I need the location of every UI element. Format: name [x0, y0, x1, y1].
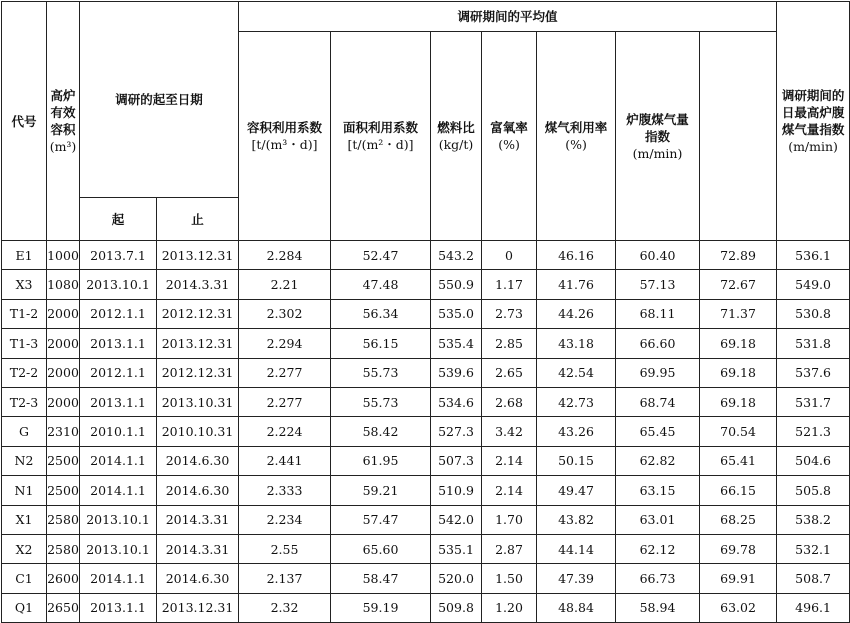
header-fuel-ratio: 燃料比 (kg/t): [431, 32, 482, 241]
cell-gas-utilization: 48.84: [537, 593, 616, 622]
cell-end-date: 2013.10.31: [157, 387, 239, 416]
cell-area-util: 47.48: [331, 270, 431, 299]
table-row: [2, 358, 850, 387]
cell-end-date: 2013.12.31: [157, 329, 239, 358]
cell-area-util: 52.47: [331, 241, 431, 270]
cell-end-date: 2013.12.31: [157, 593, 239, 622]
cell-start-date: 2012.1.1: [80, 299, 157, 328]
cell-area-util: 55.73: [331, 387, 431, 416]
cell-max-bosh-gas: 69.18: [700, 358, 777, 387]
cell-start-date: 2013.1.1: [80, 329, 157, 358]
cell-area-util: 61.95: [331, 446, 431, 475]
cell-max-bosh-gas: 69.18: [700, 387, 777, 416]
cell-code: N2: [2, 446, 47, 475]
cell-area-util: 65.60: [331, 534, 431, 563]
cell-code: E1: [2, 241, 47, 270]
header-bosh-gas-index: 炉腹煤气量 指数 (m/min): [616, 32, 700, 241]
table-row: [2, 593, 850, 622]
cell-oxygen-rate: 1.50: [482, 564, 537, 593]
cell-regression-fuel-ratio: 536.1: [777, 241, 850, 270]
header-period-start: 起: [80, 198, 157, 241]
cell-volume: 2000: [47, 299, 80, 328]
cell-bosh-gas-index: 65.45: [616, 417, 700, 446]
table-row: [2, 564, 850, 593]
cell-volume: 2500: [47, 446, 80, 475]
header-code: 代号: [2, 2, 47, 241]
cell-volume-util: 2.234: [239, 505, 331, 534]
cell-gas-utilization: 46.16: [537, 241, 616, 270]
cell-gas-utilization: 42.54: [537, 358, 616, 387]
cell-volume-util: 2.302: [239, 299, 331, 328]
cell-oxygen-rate: 1.70: [482, 505, 537, 534]
header-volume: 高炉 有效 容积 (m³): [47, 2, 80, 241]
cell-regression-fuel-ratio: 521.3: [777, 417, 850, 446]
cell-end-date: 2014.6.30: [157, 446, 239, 475]
table-row: [2, 270, 850, 299]
header-oxygen-rate: 富氧率 (%): [482, 32, 537, 241]
cell-volume-util: 2.277: [239, 358, 331, 387]
cell-gas-utilization: 43.18: [537, 329, 616, 358]
cell-max-bosh-gas: 69.18: [700, 329, 777, 358]
cell-code: X3: [2, 270, 47, 299]
cell-volume: 2500: [47, 476, 80, 505]
cell-start-date: 2013.10.1: [80, 270, 157, 299]
cell-start-date: 2014.1.1: [80, 564, 157, 593]
cell-gas-utilization: 50.15: [537, 446, 616, 475]
header-max-bosh-gas: 调研期间的 日最高炉腹 煤气量指数 (m/min): [777, 2, 850, 241]
cell-max-bosh-gas: 72.89: [700, 241, 777, 270]
cell-start-date: 2013.7.1: [80, 241, 157, 270]
cell-start-date: 2013.1.1: [80, 387, 157, 416]
cell-gas-utilization: 44.26: [537, 299, 616, 328]
cell-volume-util: 2.277: [239, 387, 331, 416]
cell-regression-fuel-ratio: 537.6: [777, 358, 850, 387]
cell-end-date: 2010.10.31: [157, 417, 239, 446]
cell-regression-fuel-ratio: 538.2: [777, 505, 850, 534]
cell-fuel-ratio: 509.8: [431, 593, 482, 622]
cell-fuel-ratio: 543.2: [431, 241, 482, 270]
table-row: [2, 299, 850, 328]
cell-code: G: [2, 417, 47, 446]
cell-volume: 2580: [47, 534, 80, 563]
cell-fuel-ratio: 539.6: [431, 358, 482, 387]
cell-gas-utilization: 41.76: [537, 270, 616, 299]
cell-max-bosh-gas: 68.25: [700, 505, 777, 534]
cell-max-bosh-gas: 70.54: [700, 417, 777, 446]
cell-volume: 2000: [47, 329, 80, 358]
header-period-end: 止: [157, 198, 239, 241]
cell-oxygen-rate: 1.20: [482, 593, 537, 622]
header-area-util: 面积利用系数 [t/(m²・d)]: [331, 32, 431, 241]
cell-oxygen-rate: 2.85: [482, 329, 537, 358]
cell-gas-utilization: 44.14: [537, 534, 616, 563]
table-body: [2, 241, 850, 623]
cell-gas-utilization: 43.26: [537, 417, 616, 446]
cell-volume-util: 2.224: [239, 417, 331, 446]
cell-fuel-ratio: 535.1: [431, 534, 482, 563]
cell-start-date: 2014.1.1: [80, 446, 157, 475]
cell-bosh-gas-index: 63.01: [616, 505, 700, 534]
cell-regression-fuel-ratio: 505.8: [777, 476, 850, 505]
cell-start-date: 2013.1.1: [80, 593, 157, 622]
cell-fuel-ratio: 550.9: [431, 270, 482, 299]
cell-volume: 1000: [47, 241, 80, 270]
cell-fuel-ratio: 542.0: [431, 505, 482, 534]
cell-regression-fuel-ratio: 496.1: [777, 593, 850, 622]
cell-volume-util: 2.333: [239, 476, 331, 505]
cell-end-date: 2013.12.31: [157, 241, 239, 270]
cell-oxygen-rate: 2.14: [482, 476, 537, 505]
cell-start-date: 2012.1.1: [80, 358, 157, 387]
cell-regression-fuel-ratio: 532.1: [777, 534, 850, 563]
cell-regression-fuel-ratio: 549.0: [777, 270, 850, 299]
table-row: [2, 505, 850, 534]
cell-regression-fuel-ratio: 531.7: [777, 387, 850, 416]
cell-bosh-gas-index: 60.40: [616, 241, 700, 270]
cell-gas-utilization: 42.73: [537, 387, 616, 416]
cell-end-date: 2014.6.30: [157, 564, 239, 593]
cell-area-util: 57.47: [331, 505, 431, 534]
cell-area-util: 59.21: [331, 476, 431, 505]
cell-area-util: 55.73: [331, 358, 431, 387]
cell-regression-fuel-ratio: 530.8: [777, 299, 850, 328]
cell-volume-util: 2.21: [239, 270, 331, 299]
cell-area-util: 58.42: [331, 417, 431, 446]
header-gas-utilization: 煤气利用率 (%): [537, 32, 616, 241]
cell-area-util: 58.47: [331, 564, 431, 593]
cell-fuel-ratio: 520.0: [431, 564, 482, 593]
cell-gas-utilization: 49.47: [537, 476, 616, 505]
cell-start-date: 2013.10.1: [80, 505, 157, 534]
cell-volume: 2310: [47, 417, 80, 446]
cell-end-date: 2014.3.31: [157, 505, 239, 534]
cell-volume-util: 2.55: [239, 534, 331, 563]
cell-volume: 2000: [47, 358, 80, 387]
cell-code: T2-3: [2, 387, 47, 416]
cell-start-date: 2013.10.1: [80, 534, 157, 563]
table-row: [2, 329, 850, 358]
cell-end-date: 2014.3.31: [157, 534, 239, 563]
cell-code: N1: [2, 476, 47, 505]
cell-area-util: 56.15: [331, 329, 431, 358]
cell-end-date: 2012.12.31: [157, 358, 239, 387]
cell-volume-util: 2.441: [239, 446, 331, 475]
cell-fuel-ratio: 510.9: [431, 476, 482, 505]
table-row: [2, 417, 850, 446]
cell-end-date: 2012.12.31: [157, 299, 239, 328]
cell-end-date: 2014.6.30: [157, 476, 239, 505]
cell-code: Q1: [2, 593, 47, 622]
cell-volume-util: 2.294: [239, 329, 331, 358]
cell-gas-utilization: 43.82: [537, 505, 616, 534]
cell-bosh-gas-index: 66.60: [616, 329, 700, 358]
cell-bosh-gas-index: 66.73: [616, 564, 700, 593]
cell-volume-util: 2.284: [239, 241, 331, 270]
table-row: [2, 476, 850, 505]
blast-furnace-survey-table: [1, 1, 850, 623]
cell-oxygen-rate: 2.14: [482, 446, 537, 475]
cell-code: T1-3: [2, 329, 47, 358]
cell-code: C1: [2, 564, 47, 593]
cell-volume: 2650: [47, 593, 80, 622]
cell-fuel-ratio: 527.3: [431, 417, 482, 446]
cell-fuel-ratio: 535.4: [431, 329, 482, 358]
cell-end-date: 2014.3.31: [157, 270, 239, 299]
cell-regression-fuel-ratio: 508.7: [777, 564, 850, 593]
table-row: [2, 446, 850, 475]
cell-bosh-gas-index: 62.82: [616, 446, 700, 475]
header-period: 调研的起至日期: [80, 2, 239, 198]
cell-volume: 2600: [47, 564, 80, 593]
header-volume-util: 容积利用系数 [t/(m³・d)]: [239, 32, 331, 241]
cell-bosh-gas-index: 68.11: [616, 299, 700, 328]
cell-bosh-gas-index: 68.74: [616, 387, 700, 416]
cell-volume-util: 2.137: [239, 564, 331, 593]
cell-start-date: 2014.1.1: [80, 476, 157, 505]
cell-code: X1: [2, 505, 47, 534]
cell-fuel-ratio: 534.6: [431, 387, 482, 416]
cell-oxygen-rate: 0: [482, 241, 537, 270]
cell-regression-fuel-ratio: 504.6: [777, 446, 850, 475]
cell-oxygen-rate: 1.17: [482, 270, 537, 299]
table-row: [2, 241, 850, 270]
cell-volume: 1080: [47, 270, 80, 299]
cell-oxygen-rate: 2.65: [482, 358, 537, 387]
cell-bosh-gas-index: 58.94: [616, 593, 700, 622]
cell-max-bosh-gas: 69.78: [700, 534, 777, 563]
cell-oxygen-rate: 3.42: [482, 417, 537, 446]
header-averages: 调研期间的平均值: [239, 2, 777, 32]
cell-bosh-gas-index: 69.95: [616, 358, 700, 387]
cell-oxygen-rate: 2.87: [482, 534, 537, 563]
cell-area-util: 59.19: [331, 593, 431, 622]
cell-bosh-gas-index: 63.15: [616, 476, 700, 505]
cell-area-util: 56.34: [331, 299, 431, 328]
cell-bosh-gas-index: 62.12: [616, 534, 700, 563]
table-row: [2, 387, 850, 416]
cell-code: T1-2: [2, 299, 47, 328]
cell-fuel-ratio: 507.3: [431, 446, 482, 475]
cell-volume: 2000: [47, 387, 80, 416]
cell-max-bosh-gas: 65.41: [700, 446, 777, 475]
cell-regression-fuel-ratio: 531.8: [777, 329, 850, 358]
cell-volume: 2580: [47, 505, 80, 534]
cell-oxygen-rate: 2.68: [482, 387, 537, 416]
cell-max-bosh-gas: 66.15: [700, 476, 777, 505]
cell-bosh-gas-index: 57.13: [616, 270, 700, 299]
cell-max-bosh-gas: 71.37: [700, 299, 777, 328]
cell-volume-util: 2.32: [239, 593, 331, 622]
cell-max-bosh-gas: 72.67: [700, 270, 777, 299]
cell-fuel-ratio: 535.0: [431, 299, 482, 328]
cell-max-bosh-gas: 69.91: [700, 564, 777, 593]
cell-gas-utilization: 47.39: [537, 564, 616, 593]
cell-max-bosh-gas: 63.02: [700, 593, 777, 622]
table-row: [2, 534, 850, 563]
cell-start-date: 2010.1.1: [80, 417, 157, 446]
cell-code: X2: [2, 534, 47, 563]
cell-oxygen-rate: 2.73: [482, 299, 537, 328]
cell-code: T2-2: [2, 358, 47, 387]
